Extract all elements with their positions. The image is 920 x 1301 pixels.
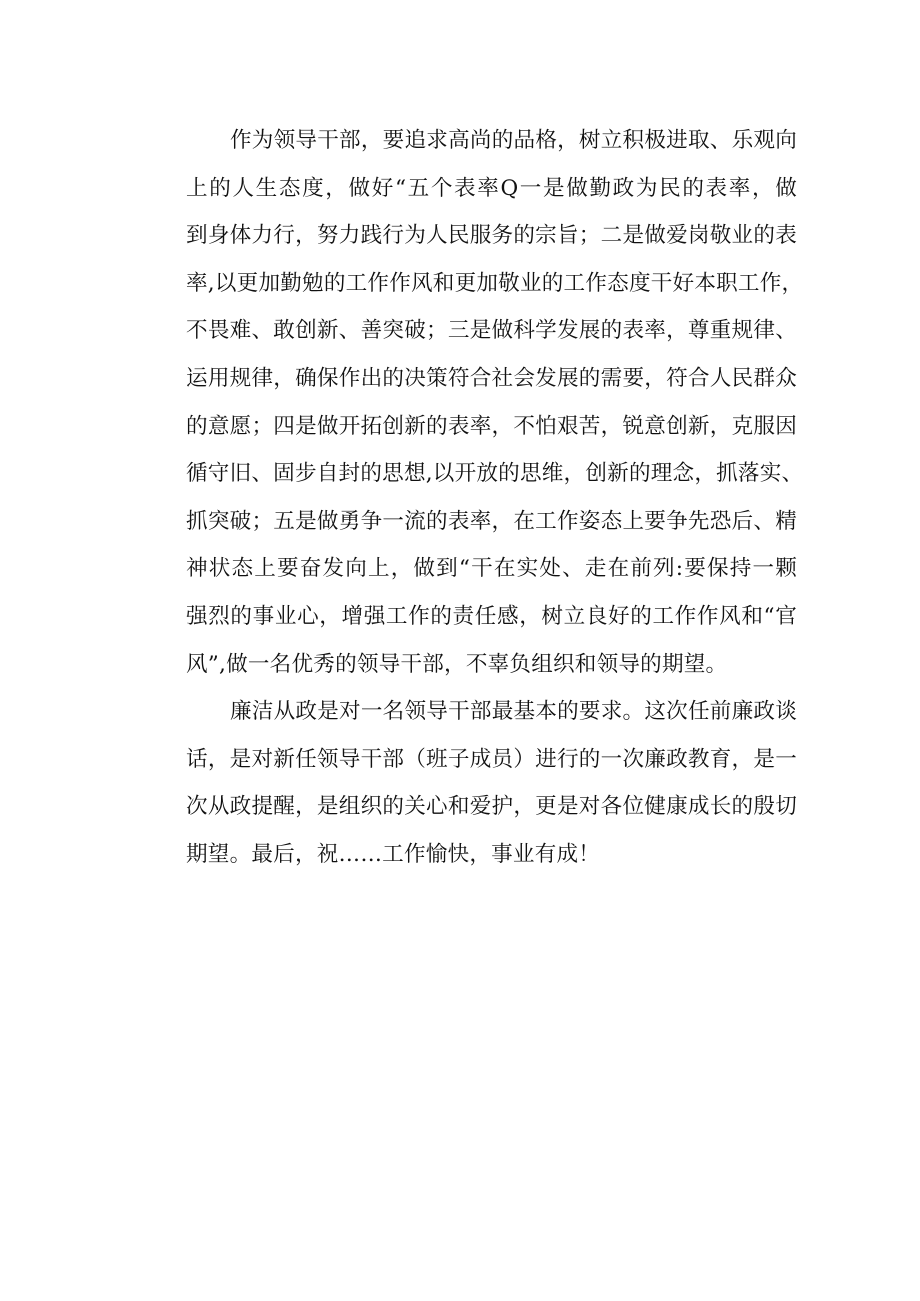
- text-line: 上的人生态度，做好“五个表率Q一是做勤政为民的表率，做: [186, 175, 797, 201]
- paragraph-1: [142, 117, 804, 688]
- text-line: 抓突破；五是做勇争一流的表率，在工作姿态上要争先恐后、精: [186, 508, 797, 534]
- text-line: 风”,做一名优秀的领导干部，不辜负组织和领导的期望。: [186, 651, 728, 677]
- text-line: 期望。最后，祝……工作愉快，事业有成！: [186, 841, 601, 867]
- text-line: 率,以更加勤勉的工作作风和更加敬业的工作态度干好本职工作，: [186, 270, 804, 296]
- text-line: 循守旧、固步自封的思想,以开放的思维，创新的理念，抓落实、: [186, 461, 804, 487]
- text-line: 神状态上要奋发向上，做到“干在实处、走在前列:要保持一颗: [186, 556, 797, 582]
- text-line: 强烈的事业心，增强工作的责任感，树立良好的工作作风和“官: [186, 603, 797, 629]
- text-line: 运用规律，确保作出的决策符合社会发展的需要，符合人民群众: [186, 365, 797, 391]
- text-line: 的意愿；四是做开拓创新的表率，不怕艰苦，锐意创新，克服因: [186, 413, 797, 439]
- text-line: 话，是对新任领导干部（班子成员）进行的一次廉政教育，是一: [186, 746, 797, 772]
- text-line: 廉洁从政是对一名领导干部最基本的要求。这次任前廉政谈: [230, 699, 797, 725]
- text-line: 不畏难、敢创新、善突破；三是做科学发展的表率，尊重规律、: [186, 318, 797, 344]
- text-line: 次从政提醒，是组织的关心和爱护，更是对各位健康成长的殷切: [186, 794, 797, 820]
- document-body: [142, 117, 804, 879]
- text-line: 作为领导干部，要追求高尚的品格，树立积极进取、乐观向: [230, 128, 797, 153]
- paragraph-2: [142, 688, 797, 878]
- text-line: 到身体力行，努力践行为人民服务的宗旨；二是做爱岗敬业的表: [186, 223, 797, 249]
